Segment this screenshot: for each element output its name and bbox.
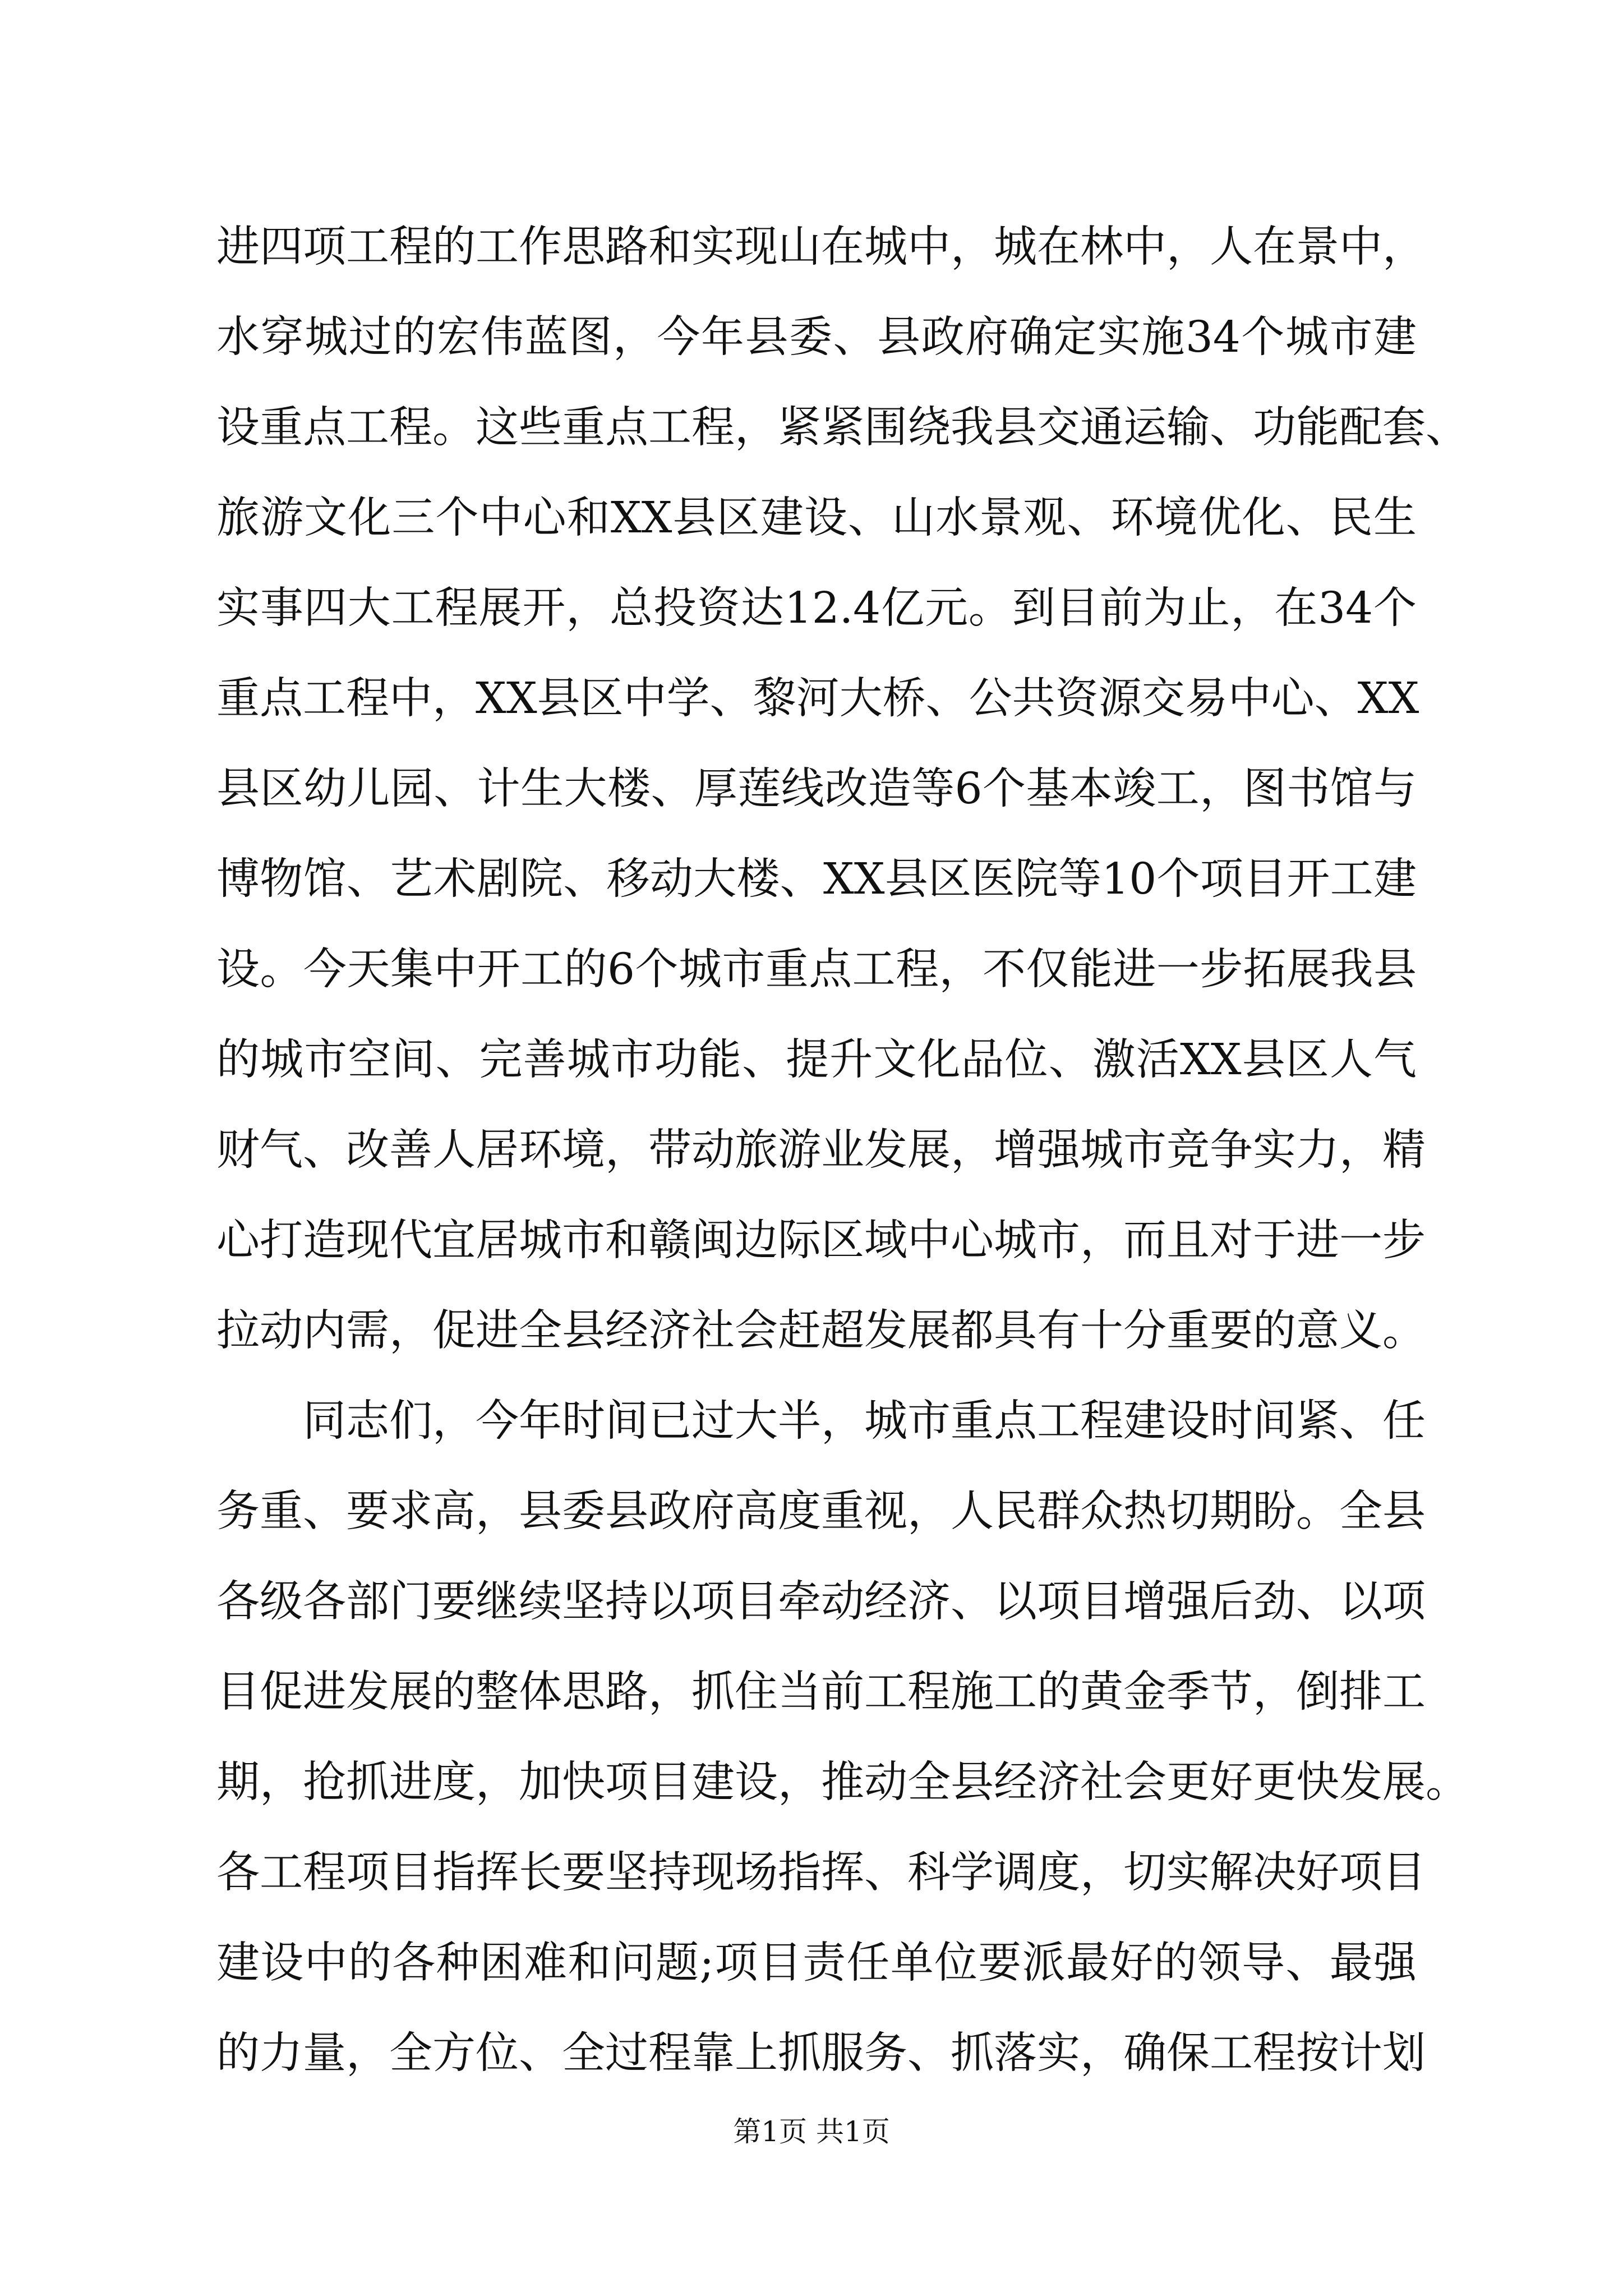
text-line: 设重点工程。这些重点工程，紧紧围绕我县交通运输、功能配套、 bbox=[216, 403, 1469, 453]
text-line: 务重、要求高，县委县政府高度重视，人民群众热切期盼。全县 bbox=[216, 1487, 1426, 1536]
text-line: 旅游文化三个中心和XX县区建设、山水景观、环境优化、民生 bbox=[216, 493, 1417, 543]
page-footer bbox=[0, 2109, 1623, 2150]
text-line: 的力量，全方位、全过程靠上抓服务、抓落实，确保工程按计划 bbox=[216, 2028, 1426, 2078]
text-line: 拉动内需，促进全县经济社会赶超发展都具有十分重要的意义。 bbox=[216, 1306, 1426, 1356]
page-number-label: 第1页 共1页 bbox=[733, 2115, 890, 2148]
text-line: 的城市空间、完善城市功能、提升文化品位、激活XX县区人气 bbox=[216, 1035, 1417, 1085]
text-line: 博物馆、艺术剧院、移动大楼、XX县区医院等10个项目开工建 bbox=[216, 854, 1417, 904]
document-body bbox=[216, 202, 1469, 2099]
text-line: 实事四大工程展开，总投资达12.4亿元。到目前为止，在34个 bbox=[216, 583, 1417, 633]
text-line: 期，抢抓进度，加快项目建设，推动全县经济社会更好更快发展。 bbox=[216, 1757, 1469, 1807]
text-line: 心打造现代宜居城市和赣闽边际区域中心城市，而且对于进一步 bbox=[216, 1216, 1426, 1266]
text-line: 进四项工程的工作思路和实现山在城中，城在林中，人在景中， bbox=[216, 222, 1426, 272]
text-line: 重点工程中，XX县区中学、黎河大桥、公共资源交易中心、XX bbox=[216, 674, 1419, 724]
text-line: 建设中的各种困难和问题;项目责任单位要派最好的领导、最强 bbox=[216, 1938, 1417, 1988]
text-line: 设。今天集中开工的6个城市重点工程，不仅能进一步拓展我县 bbox=[216, 945, 1417, 995]
text-line: 财气、改善人居环境，带动旅游业发展，增强城市竞争实力，精 bbox=[216, 1125, 1426, 1175]
text-line: 目促进发展的整体思路，抓住当前工程施工的黄金季节，倒排工 bbox=[216, 1667, 1426, 1717]
text-line: 水穿城过的宏伟蓝图，今年县委、县政府确定实施34个城市建 bbox=[216, 312, 1417, 362]
text-line: 各工程项目指挥长要坚持现场指挥、科学调度，切实解决好项目 bbox=[216, 1848, 1426, 1898]
text-line: 县区幼儿园、计生大楼、厚莲线改造等6个基本竣工，图书馆与 bbox=[216, 764, 1417, 814]
text-line: 同志们，今年时间已过大半，城市重点工程建设时间紧、任 bbox=[303, 1396, 1426, 1446]
text-line: 各级各部门要继续坚持以项目牵动经济、以项目增强后劲、以项 bbox=[216, 1577, 1426, 1627]
